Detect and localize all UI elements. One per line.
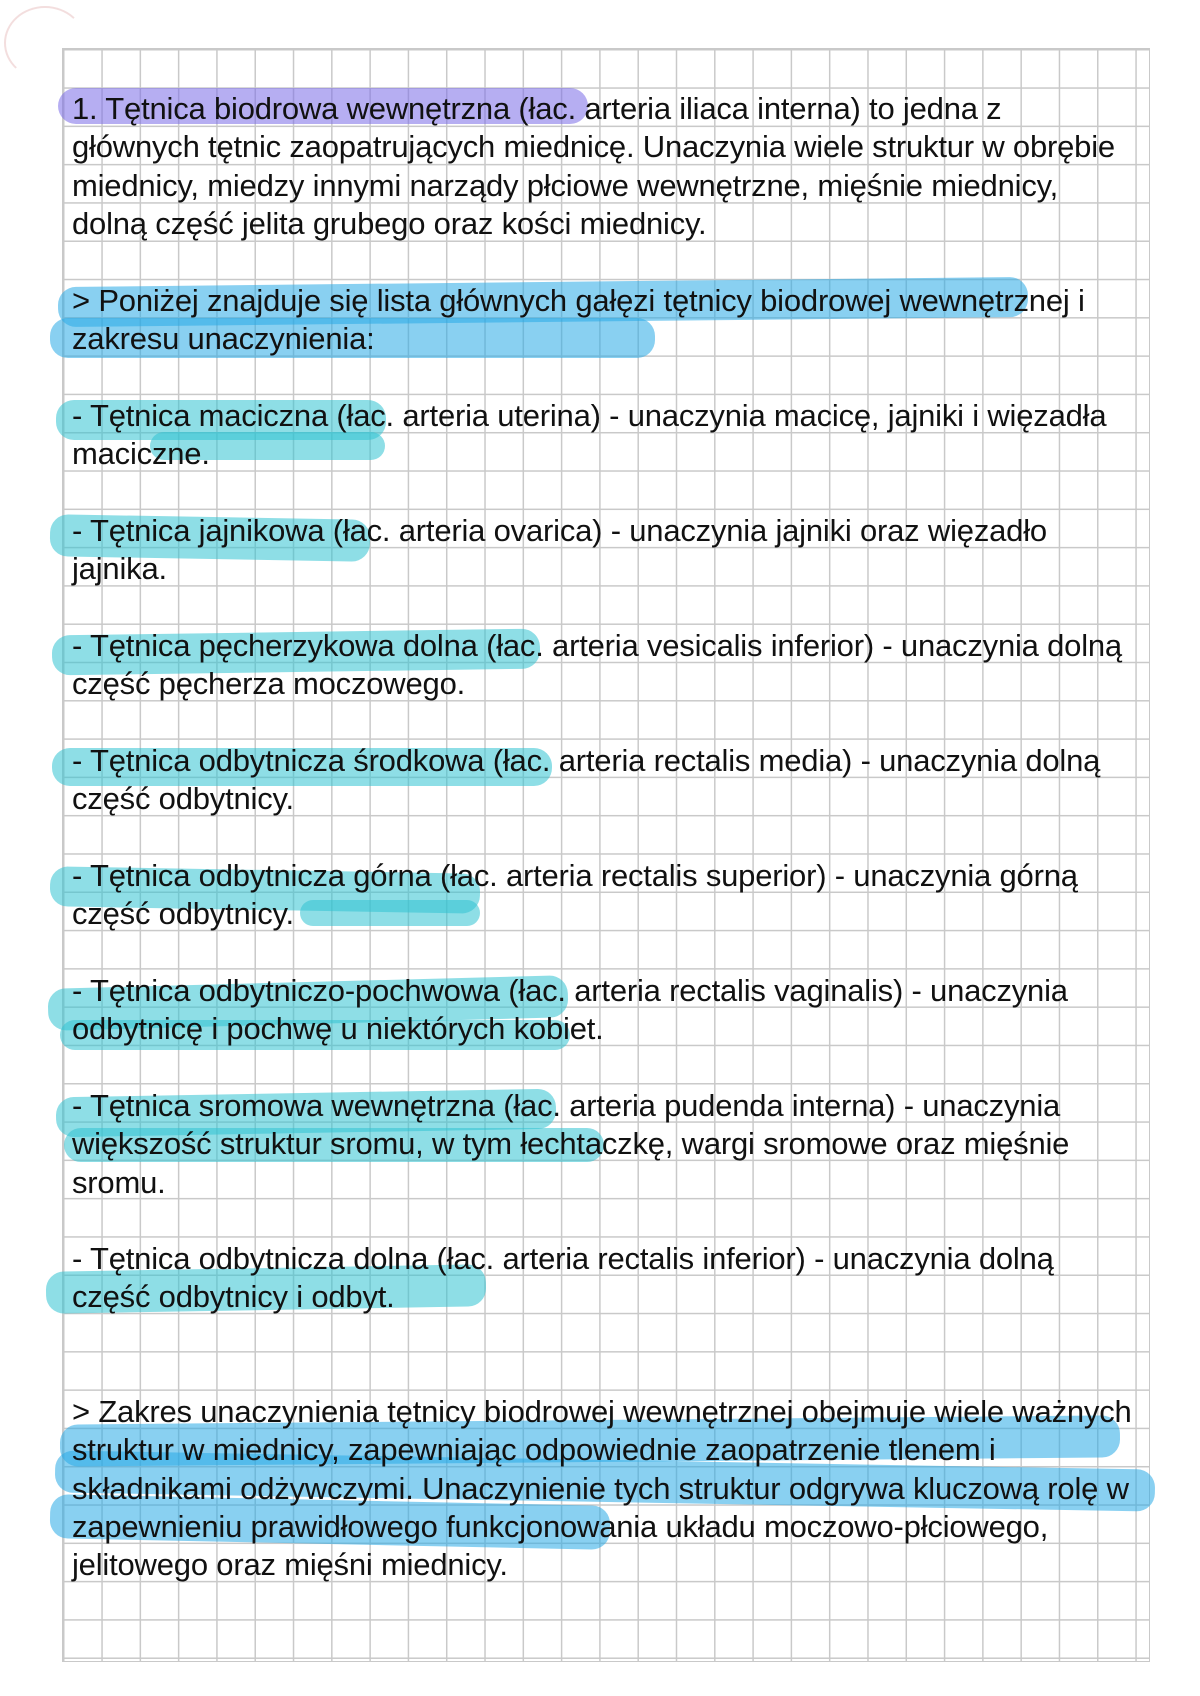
branch-item-inferior-rectal: - Tętnica odbytnicza dolna (łac. arteria rectalis inferior) - unaczynia dolną część odbytnicy i odbyt.	[72, 1241, 1054, 1315]
branch-item-ovarian: - Tętnica jajnikowa (łac. arteria ovarica) - unaczynia jajniki oraz więzadło jajnika.	[72, 513, 1047, 587]
summary-paragraph: > Zakres unaczynienia tętnicy biodrowej wewnętrznej obejmuje wiele ważnych struktur w miednicy, zapewniając odpowiednie zaopatrzenie tlenem i składnikami odżywczymi. Unaczynienie tych struktur odgrywa kluczową rolę w zapewnieniu prawidłowego funkcjonowania układu moczowo-płciowego, jelitowego oraz mięśni miednicy.	[72, 1394, 1132, 1583]
branch-item-rectovaginal: - Tętnica odbytniczo-pochwowa (łac. arteria rectalis vaginalis) - unaczynia odbytnicę i pochwę u niektórych kobiet.	[72, 973, 1068, 1047]
branch-item-internal-pudendal: - Tętnica sromowa wewnętrzna (łac. arteria pudenda interna) - unaczynia większość struktur sromu, w tym łechtaczkę, wargi sromowe oraz mięśnie sromu.	[72, 1088, 1070, 1200]
list-intro: > Poniżej znajduje się lista głównych gałęzi tętnicy biodrowej wewnętrznej i zakresu unaczynienia:	[72, 283, 1085, 357]
corner-pen-mark	[4, 6, 86, 80]
branch-item-vesical: - Tętnica pęcherzykowa dolna (łac. arteria vesicalis inferior) - unaczynia dolną część pęcherza moczowego.	[72, 628, 1122, 702]
intro-paragraph: 1. Tętnica biodrowa wewnętrzna (łac. arteria iliaca interna) to jedna z głównych tętnic zaopatrujących miednicę. Unaczynia wiele struktur w obrębie miednicy, miedzy innymi narządy płciowe wewnętrzne, mięśnie miednicy, dolną część jelita grubego oraz kości miednicy.	[72, 91, 1115, 241]
branch-item-superior-rectal: - Tętnica odbytnicza górna (łac. arteria rectalis superior) - unaczynia górną część odbytnicy.	[72, 858, 1078, 932]
branch-item-uterine: - Tętnica maciczna (łac. arteria uterina) - unaczynia macicę, jajniki i więzadła maciczne.	[72, 398, 1107, 472]
branch-item-middle-rectal: - Tętnica odbytnicza środkowa (łac. arteria rectalis media) - unaczynia dolną część odbytnicy.	[72, 743, 1101, 817]
